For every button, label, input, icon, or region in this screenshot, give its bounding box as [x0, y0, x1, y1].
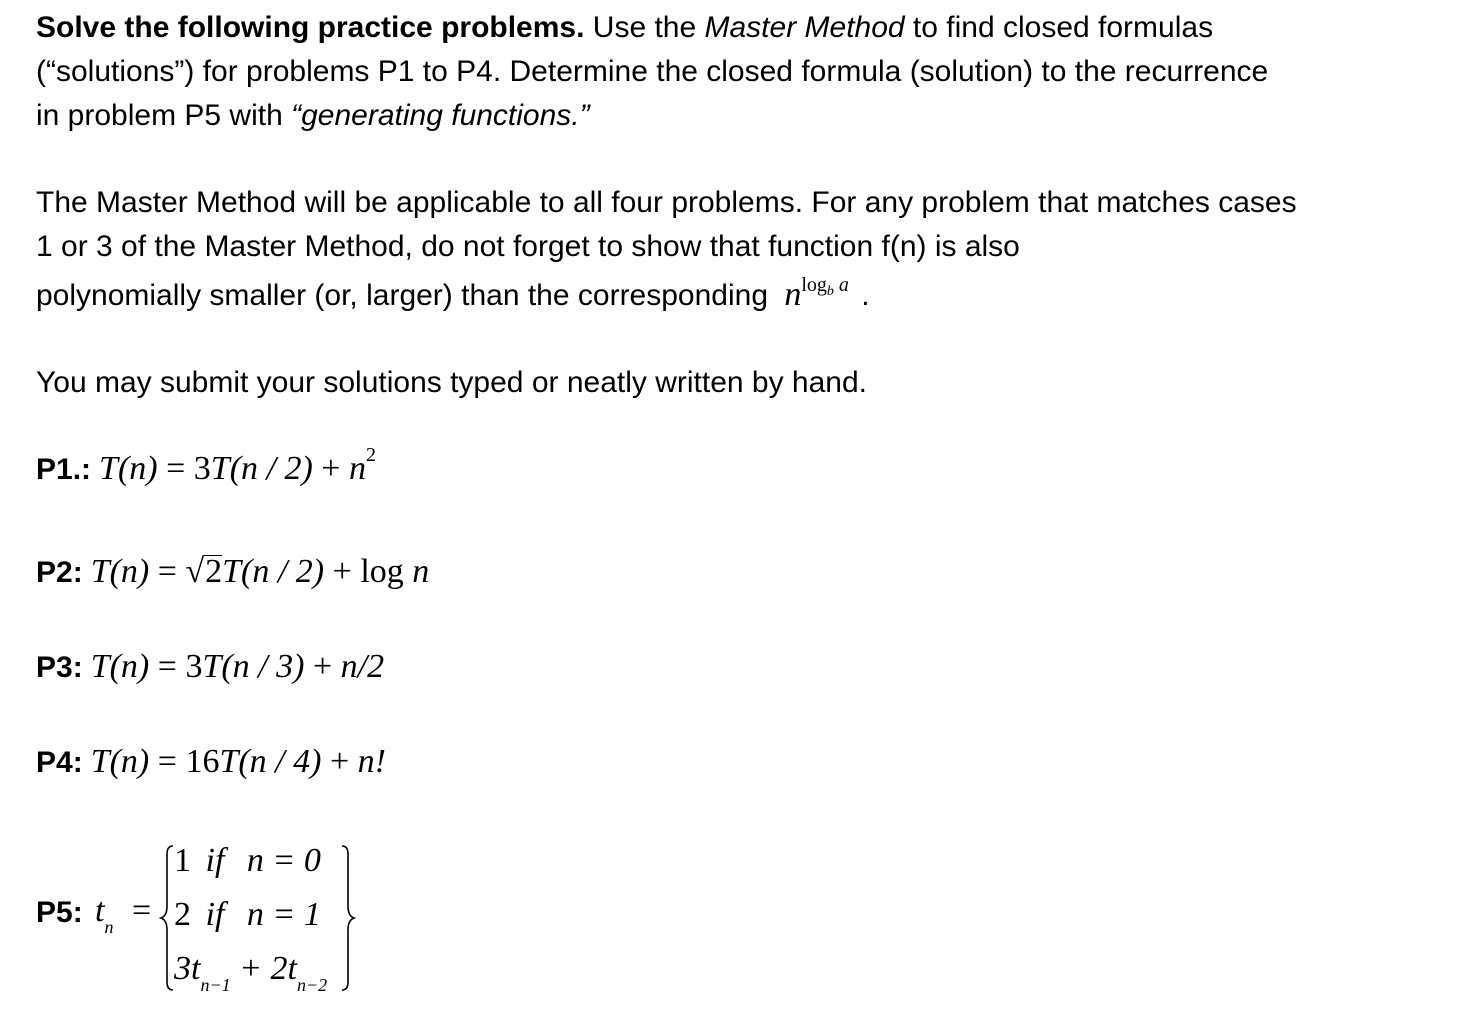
intro-lead-1: Use the: [584, 11, 705, 44]
p4-lhs: T(n): [90, 743, 150, 780]
p5-case1-if: if: [205, 842, 225, 879]
intro-method-italic: Master Method: [704, 11, 905, 44]
p1-eq: =: [157, 450, 194, 487]
p2-radicand: 2: [205, 553, 223, 590]
p2-lhs: T(n): [90, 553, 150, 590]
p5-case-1: [174, 842, 321, 880]
p4-label: P4:: [36, 746, 83, 779]
p1-label: P1.:: [36, 453, 92, 486]
p1-exp: 2: [365, 444, 376, 466]
para2-line-3: [36, 273, 870, 324]
p2-log: log: [360, 553, 404, 590]
p2-arg: (n / 2): [241, 553, 325, 590]
intro-line-2: (“solutions”) for problems P1 to P4. Determine the closed formula (solution) to the recurrence: [36, 55, 1269, 88]
para2-line-2: 1 or 3 of the Master Method, do not forget to show that function f(n) is also: [36, 230, 1020, 263]
para2-line-3-text: polynomially smaller (or, larger) than the corresponding: [36, 279, 769, 312]
p2-plus: +: [324, 553, 361, 590]
p2-label: P2:: [36, 556, 83, 589]
intro-line-1: [36, 6, 1213, 50]
exp-log: log: [801, 274, 827, 296]
p3-eq: =: [149, 648, 186, 685]
p1-coef: 3: [193, 450, 211, 487]
intro-lead-2: to find closed formulas: [904, 11, 1214, 44]
exp-b: b: [826, 284, 834, 299]
p5-var: t: [95, 892, 105, 929]
p5-case3-a: 3t: [174, 950, 201, 987]
p5-case-3: [174, 950, 328, 995]
p4-arg: (n / 4): [238, 743, 322, 780]
p5-case3-sub2: n−2: [297, 975, 328, 995]
exp-a: a: [838, 274, 849, 296]
p5-case2-if: if: [205, 896, 225, 933]
p5-case2-cond: n = 1: [246, 896, 321, 933]
p5-case-2: [174, 896, 321, 934]
p1-arg: (n / 2): [229, 450, 313, 487]
problem-p2: [36, 553, 429, 591]
p1-lhs: T(n): [99, 450, 158, 487]
p3-coef: 3: [185, 648, 203, 685]
p2-equation: [91, 553, 430, 590]
p5-eq: =: [132, 892, 152, 929]
p1-equation: [99, 444, 376, 487]
problem-p4: [36, 743, 386, 781]
p4-eq: =: [149, 743, 186, 780]
n-log-b-a-base: n: [784, 276, 802, 313]
p3-arg: (n / 3): [221, 648, 305, 685]
p5-case1-cond: n = 0: [246, 842, 321, 879]
para3-line: You may submit your solutions typed or neatly written by hand.: [36, 366, 868, 399]
problem-p5: [0, 830, 420, 1010]
p4-coef: 16: [185, 743, 220, 780]
p4-equation: [91, 743, 386, 780]
p3-term: n/2: [340, 648, 385, 685]
intro-line-3-text: in problem P5 with: [36, 99, 292, 132]
intro-lead-bold: Solve the following practice problems.: [36, 11, 585, 44]
p5-case2-val: 2: [174, 896, 191, 933]
para2-period: .: [861, 279, 870, 312]
p1-term: n: [348, 450, 366, 487]
p3-plus: +: [304, 648, 341, 685]
intro-line-3: [36, 94, 590, 138]
p4-t: T: [219, 743, 239, 780]
problem-p1: [36, 444, 376, 488]
p3-lhs: T(n): [90, 648, 150, 685]
p4-plus: +: [321, 743, 358, 780]
p1-t: T: [210, 450, 230, 487]
problem-p3: [36, 648, 384, 686]
p3-equation: [91, 648, 384, 685]
p2-root: √: [185, 553, 205, 590]
p3-t: T: [202, 648, 222, 685]
p5-case1-val: 1: [174, 842, 191, 879]
p5-sub: n: [104, 917, 114, 937]
para2-line-1: The Master Method will be applicable to all four problems. For any problem that matches cases: [36, 186, 1297, 219]
p2-t: T: [222, 553, 242, 590]
p3-label: P3:: [36, 651, 83, 684]
p4-term: n!: [357, 743, 386, 780]
p5-case3-plus: + 2t: [230, 950, 297, 987]
p5-case3-sub1: n−1: [200, 975, 231, 995]
p5-label: P5:: [36, 896, 83, 929]
p2-term: n: [412, 553, 430, 590]
p5-right-brace: [338, 844, 358, 992]
p2-eq: =: [149, 553, 186, 590]
n-log-b-a-exponent: [801, 274, 849, 299]
p5-lhs: [95, 892, 114, 937]
p1-plus: +: [312, 450, 349, 487]
intro-line-3-italic: “generating functions.”: [291, 99, 590, 132]
